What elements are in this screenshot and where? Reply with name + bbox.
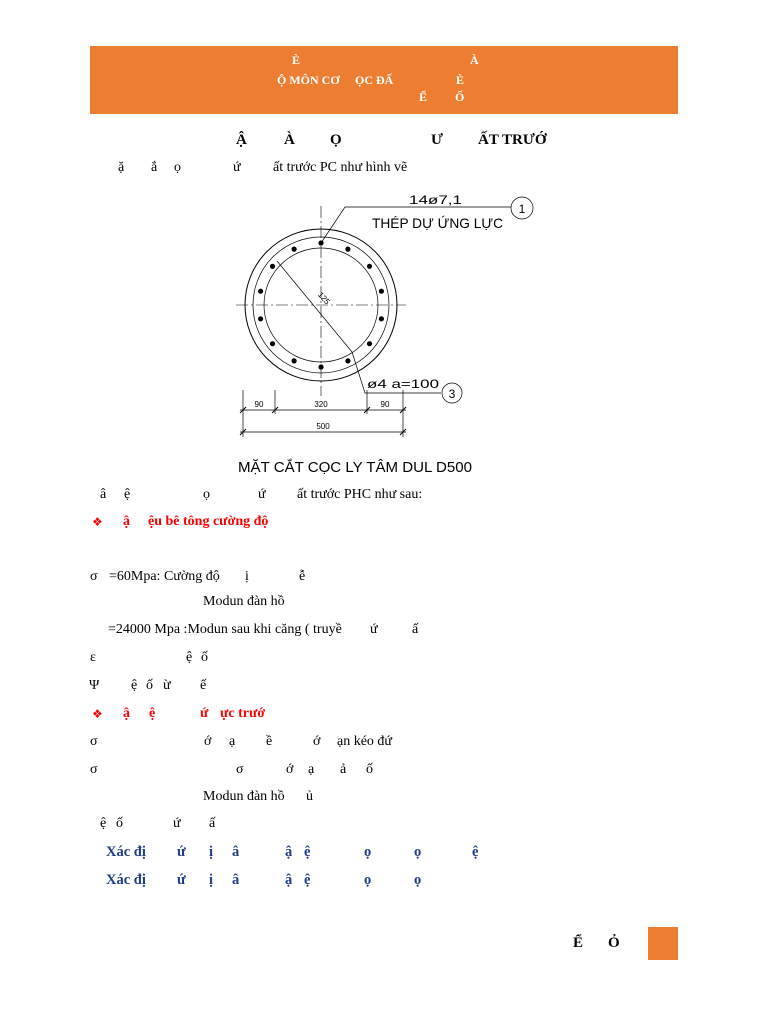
task-fragment: ọ	[364, 872, 372, 888]
spec-line	[0, 487, 768, 505]
text-fragment: ố	[201, 650, 208, 665]
task-fragment: â	[232, 872, 240, 888]
modulus-after-line	[0, 622, 768, 640]
task-fragment: ệ	[304, 872, 311, 888]
text-fragment: ễ	[299, 569, 306, 584]
heading-fragment: ứ	[200, 706, 209, 721]
text-fragment: ứ	[258, 487, 266, 502]
strand-dot	[379, 289, 384, 294]
task-fragment: Xác đị	[106, 872, 146, 888]
text-fragment: σ	[90, 762, 98, 777]
text-fragment: Modun đàn hồ	[203, 594, 285, 609]
task-fragment: ị	[209, 872, 214, 888]
heading-fragment: ệu bê tông cường độ	[148, 514, 269, 529]
task-fragment: ệ	[472, 844, 479, 860]
sigma-steel-line-2	[0, 762, 768, 780]
intro-line	[0, 160, 768, 178]
task-line-2	[0, 872, 768, 890]
title-fragment: Ậ	[236, 132, 247, 148]
page-number-box	[648, 927, 678, 960]
text-fragment: ọ	[174, 160, 181, 175]
text-fragment: Modun đàn hồ	[203, 789, 285, 804]
text-fragment: ọ	[203, 487, 210, 502]
header-fragment: Ộ MÔN CƠ	[277, 73, 340, 87]
strand-dot	[258, 289, 263, 294]
header-fragment: È	[456, 73, 465, 87]
strand-dot	[258, 316, 263, 321]
text-fragment: ố	[116, 816, 123, 831]
text-fragment: ấ	[209, 816, 216, 831]
text-fragment: ừ	[163, 678, 171, 693]
section-heading-concrete	[0, 514, 768, 532]
text-fragment: ớ	[313, 734, 321, 749]
psi-line	[0, 678, 768, 696]
text-fragment: ạ	[308, 762, 315, 777]
strand-dot	[379, 316, 384, 321]
heading-fragment: ệ	[149, 706, 156, 721]
title-fragment: Ư	[431, 132, 443, 148]
task-line-1	[0, 844, 768, 862]
diameter-line	[277, 261, 352, 352]
header-fragment: ỌC ĐẤ	[355, 73, 394, 87]
text-fragment: σ	[236, 762, 244, 777]
footer-fragment: Ỏ	[608, 935, 620, 951]
strand-dot	[345, 358, 350, 363]
text-fragment: =60Mpa: Cường độ	[109, 569, 220, 584]
text-fragment: ớ	[204, 734, 212, 749]
dimension-label: 90	[380, 400, 390, 409]
coefficient-line	[0, 816, 768, 834]
heading-fragment: ậ	[123, 514, 130, 529]
text-fragment: ứ	[173, 816, 181, 831]
pile-section-figure	[230, 186, 540, 478]
diamond-bullet-icon: ❖	[92, 707, 103, 721]
task-fragment: Xác đị	[106, 844, 146, 860]
dimension-label: 90	[254, 400, 264, 409]
header-fragment: À	[470, 53, 479, 67]
text-fragment: Ψ	[89, 678, 100, 693]
strand-dot	[367, 341, 372, 346]
sigma-line	[0, 569, 768, 587]
header-band	[90, 46, 678, 114]
prestressed-steel-label: THÉP DỰ ỨNG LỰC	[372, 215, 503, 231]
dimension-total-label: 500	[316, 422, 330, 431]
strand-dot	[318, 364, 323, 369]
section-title	[0, 132, 768, 150]
task-fragment: ệ	[304, 844, 311, 860]
text-fragment: σ	[90, 569, 98, 584]
text-fragment: ε	[90, 650, 96, 665]
section-heading-steel	[0, 706, 768, 724]
epsilon-line	[0, 650, 768, 668]
dimension-label: 320	[314, 400, 328, 409]
text-fragment: â	[100, 487, 107, 502]
title-fragment: ẤT TRƯỚ	[478, 132, 547, 148]
figure-caption: MẶT CẮT CỌC LY TÂM DUL D500	[238, 459, 472, 476]
task-fragment: ị	[209, 844, 214, 860]
text-fragment: ắ	[151, 160, 158, 175]
text-fragment: ất trước PHC như sau:	[297, 487, 423, 502]
diameter-label: 125	[316, 290, 332, 307]
task-fragment: ọ	[414, 844, 422, 860]
strand-dot	[367, 264, 372, 269]
text-fragment: ệ	[131, 678, 138, 693]
strand-dot	[292, 358, 297, 363]
task-fragment: ọ	[414, 872, 422, 888]
header-fragment: Ố	[455, 90, 465, 104]
task-fragment: ậ	[285, 872, 293, 888]
callout-number-3: 3	[448, 387, 456, 401]
strand-dot	[292, 247, 297, 252]
text-fragment: ớ	[286, 762, 294, 777]
modulus-line	[0, 594, 768, 612]
text-fragment: ệ	[186, 650, 193, 665]
text-fragment: ứ	[370, 622, 378, 637]
heading-fragment: ậ	[123, 706, 130, 721]
diamond-bullet-icon: ❖	[92, 515, 103, 529]
modulus-steel-line	[0, 789, 768, 807]
footer-fragment: Ể	[573, 935, 584, 951]
strand-spec-label: 14ø7,1	[409, 193, 463, 207]
strand-dot	[345, 247, 350, 252]
heading-fragment: ực trướ	[220, 706, 266, 721]
sigma-steel-line-1	[0, 734, 768, 752]
text-fragment: ất trước PC như hình vẽ	[273, 160, 408, 175]
title-fragment: Ọ	[330, 132, 342, 148]
text-fragment: ứ	[233, 160, 241, 175]
text-fragment: ị	[245, 569, 249, 584]
text-fragment: ả	[340, 762, 347, 777]
text-fragment: ề	[266, 734, 273, 749]
text-fragment: =24000 Mpa :Modun sau khi căng ( truyề	[108, 622, 342, 637]
text-fragment: ế	[200, 678, 207, 693]
text-fragment: ấ	[412, 622, 419, 637]
task-fragment: ứ	[177, 872, 186, 888]
spiral-spec-label: ø4 a=100	[367, 377, 440, 391]
task-fragment: ọ	[364, 844, 372, 860]
strand-dot	[270, 264, 275, 269]
callout-number-1: 1	[518, 202, 526, 216]
task-fragment: â	[232, 844, 240, 860]
header-fragment: È	[292, 53, 301, 67]
text-fragment: σ	[90, 734, 98, 749]
text-fragment: ệ	[100, 816, 107, 831]
text-fragment: ạn kéo đứ	[337, 734, 393, 749]
text-fragment: ạ	[229, 734, 236, 749]
text-fragment: ủ	[306, 789, 313, 804]
title-fragment: À	[284, 132, 295, 148]
strand-dot	[270, 341, 275, 346]
header-fragment: Ể	[419, 90, 428, 104]
text-fragment: ố	[366, 762, 373, 777]
text-fragment: ệ	[124, 487, 131, 502]
task-fragment: ứ	[177, 844, 186, 860]
task-fragment: ậ	[285, 844, 293, 860]
text-fragment: ặ	[118, 160, 125, 175]
text-fragment: ố	[146, 678, 153, 693]
